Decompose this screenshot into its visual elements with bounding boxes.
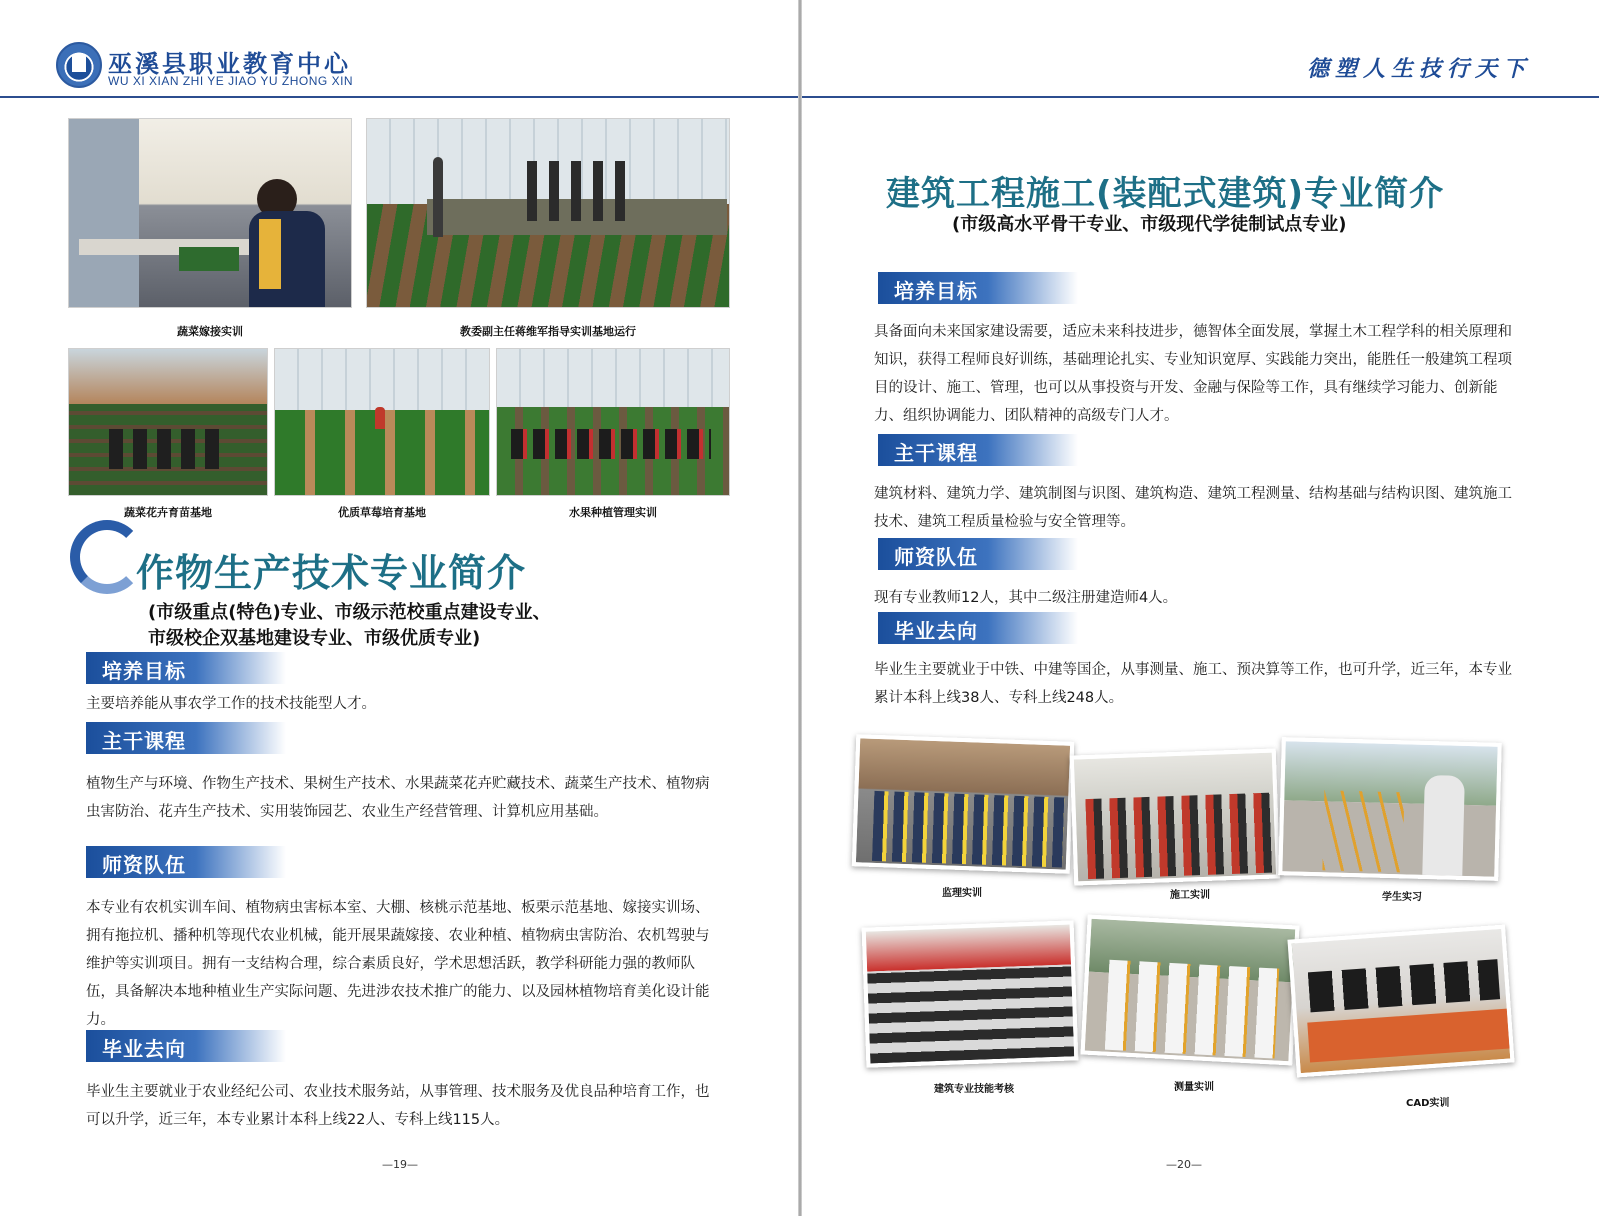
crop-title: 作物生产技术专业简介 — [136, 551, 527, 595]
school-logo-icon — [56, 42, 102, 88]
school-motto: 德塑人生技行天下 — [1306, 56, 1531, 82]
section-text: 现有专业教师12人，其中二级注册建造师4人。 — [874, 590, 1178, 606]
section-text: 毕业生主要就业于农业经纪公司、农业技术服务站，从事管理、技术服务及优良品种培育工作，也可以升学，近三年，本专业累计本科上线22人、专科上线115人。 — [86, 1084, 710, 1128]
photo-caption: 监理实训 — [942, 888, 982, 899]
section-heading: 毕业去向 — [878, 612, 1078, 644]
school-name: 巫溪县职业教育中心 — [108, 49, 351, 78]
section-heading: 师资队伍 — [878, 538, 1078, 570]
section-heading: 主干课程 — [878, 434, 1078, 466]
photo-skill-assessment — [862, 920, 1079, 1067]
photo-caption: 水果种植管理实训 — [569, 506, 657, 519]
photo-surveying-training — [1080, 915, 1299, 1066]
photo-student-internship — [1278, 737, 1502, 881]
photo-strawberry-base — [274, 348, 490, 496]
section-heading: 毕业去向 — [86, 1030, 286, 1062]
section-heading: 师资队伍 — [86, 846, 286, 878]
left-page — [0, 0, 798, 1216]
construction-title: 建筑工程施工(装配式建筑)专业简介 — [886, 174, 1445, 214]
page-number: —20— — [1166, 1158, 1202, 1171]
header-divider — [0, 96, 798, 98]
crop-subtitle-line2: 市级校企双基地建设专业、市级优质专业) — [148, 628, 481, 649]
photo-supervision-training — [852, 734, 1074, 874]
photo-caption: 建筑专业技能考核 — [934, 1084, 1014, 1095]
right-page — [802, 0, 1599, 1216]
section-text: 建筑材料、建筑力学、建筑制图与识图、建筑构造、建筑工程测量、结构基础与结构识图、建筑施工技术、建筑工程质量检验与安全管理等。 — [874, 486, 1512, 530]
photo-construction-training — [1070, 748, 1280, 885]
photo-caption: 优质草莓培育基地 — [338, 506, 426, 519]
photo-grafting-training — [68, 118, 352, 308]
photo-caption: CAD实训 — [1406, 1098, 1450, 1109]
crop-subtitle-line1: (市级重点(特色)专业、市级示范校重点建设专业、 — [148, 602, 551, 623]
photo-caption: 蔬菜花卉育苗基地 — [124, 506, 212, 519]
section-text: 植物生产与环境、作物生产技术、果树生产技术、水果蔬菜花卉贮藏技术、蔬菜生产技术、植物病虫害防治、花卉生产技术、实用装饰园艺、农业生产经营管理、计算机应用基础。 — [86, 776, 710, 820]
section-text: 具备面向未来国家建设需要，适应未来科技进步，德智体全面发展，掌握土木工程学科的相关原理和知识，获得工程师良好训练，基础理论扎实、专业知识宽厚、实践能力突出，能胜任一般建筑工程项目的设计、施工、管理，也可以从事投资与开发、金融与保险等工作，具有继续学习能力、创新能力、组织协调能力、团队精神的高级专门人才。 — [874, 324, 1512, 424]
page-number: —19— — [382, 1158, 418, 1171]
photo-director-guidance — [366, 118, 730, 308]
section-heading: 培养目标 — [878, 272, 1078, 304]
section-text: 主要培养能从事农学工作的技术技能型人才。 — [86, 696, 376, 712]
photo-caption: 蔬菜嫁接实训 — [177, 325, 243, 338]
section-text: 本专业有农机实训车间、植物病虫害标本室、大棚、核桃示范基地、板栗示范基地、嫁接实训场、拥有拖拉机、播种机等现代农业机械，能开展果蔬嫁接、农业种植、植物病虫害防治、农机驾驶与维护等实训项目。拥有一支结构合理，综合素质良好，学术思想活跃，教学科研能力强的教师队伍，具备解决本地种植业生产实际问题、先进涉农技术推广的能力、以及园林植物培育美化设计能力。 — [86, 900, 710, 1028]
photo-fruit-training — [496, 348, 730, 496]
photo-cad-training — [1287, 925, 1514, 1078]
photo-caption: 学生实习 — [1382, 892, 1422, 903]
construction-subtitle: (市级高水平骨干专业、市级现代学徒制试点专业) — [952, 214, 1347, 235]
header-divider — [802, 96, 1599, 98]
photo-caption: 测量实训 — [1174, 1082, 1214, 1093]
section-text: 毕业生主要就业于中铁、中建等国企，从事测量、施工、预决算等工作，也可升学，近三年，本专业累计本科上线38人、专科上线248人。 — [874, 662, 1512, 706]
school-pinyin: WU XI XIAN ZHI YE JIAO YU ZHONG XIN — [108, 74, 354, 88]
decorative-ring-icon — [70, 520, 144, 594]
photo-caption: 施工实训 — [1170, 890, 1210, 901]
photo-seedling-base — [68, 348, 268, 496]
photo-caption: 教委副主任蒋维军指导实训基地运行 — [460, 325, 636, 338]
section-heading: 培养目标 — [86, 652, 286, 684]
section-heading: 主干课程 — [86, 722, 286, 754]
